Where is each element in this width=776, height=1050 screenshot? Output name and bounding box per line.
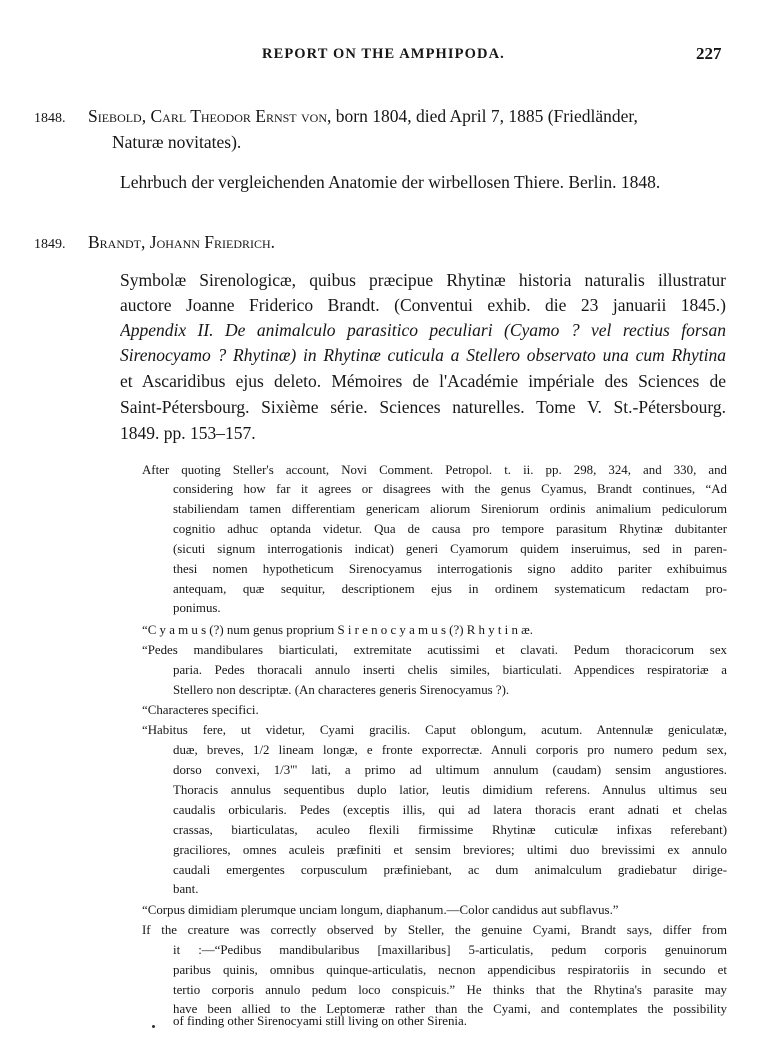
work-line: et Ascaridibus ejus deleto. Mémoires de l'Académie impériale des Sciences de — [120, 371, 726, 391]
note-line: considering how far it agrees or disagrees with the genus Cyamus, Brandt continues, “Ad — [173, 482, 727, 496]
note-line: caudali emergentes corpusculum præfiniebant, ac dum animalculum gradiebatur dirige- — [173, 863, 727, 877]
note-line: have been allied to the Leptomeræ rather than the Cyami, and contemplates the possibility — [173, 1002, 727, 1016]
note-line: thesi nomen hypotheticum Sirenocyamus interrogationis signo addito pariter exhibuimus — [173, 562, 727, 576]
entry-year: 1849. — [34, 237, 66, 252]
note-line: antequam, quæ sequitur, descriptionem ejus in ordinem systematicum redactam pro- — [173, 582, 727, 596]
note-line: caudalis orbicularis. Pedes (exceptis illis, qui ad latera thoracis erant adnati et chelas — [173, 803, 727, 817]
note-line: “Characteres specifici. — [142, 703, 259, 717]
note-line: graciliores, omnes aculeis præfiniti et sensim breviores; ultimi duo brevissimi ex annulo — [173, 843, 727, 857]
note-line: it :—“Pedibus mandibularibus [maxillaribus] 5-articulatis, pedum corporis genuinorum — [173, 943, 727, 957]
page-header — [0, 46, 776, 68]
note-line: (sicuti signum interrogationis indicat) generi Cyamorum quidem inseruimus, sed in paren- — [173, 542, 727, 556]
note-line: “Pedes mandibulares biarticulati, extremitate acutissimi et clavati. Pedum thoracicorum sex — [142, 643, 727, 657]
note-line: crassas, biarticulatas, aculeo flexili firmissime Rhytinæ cuticulæ infixas referebant) — [173, 823, 727, 837]
work-line: Appendix II. De animalculo parasitico peculiari (Cyamo ? vel rectius forsan — [120, 320, 726, 340]
note-line: bant. — [173, 882, 199, 896]
author-name: Siebold, Carl Theodor Ernst von, — [88, 106, 332, 126]
note-line: dorso convexi, 1/3''' lati, a primo ad ultimum annulum (caudam) sensim angustiores. — [173, 763, 727, 777]
running-title: REPORT ON THE AMPHIPODA. — [262, 46, 505, 62]
note-line: “Corpus dimidiam plerumque unciam longum, diaphanum.—Color candidus aut subflavus.” — [142, 903, 619, 917]
note-line: of finding other Sirenocyami still living on other Sirenia. — [173, 1014, 467, 1028]
note-line: After quoting Steller's account, Novi Comment. Petropol. t. ii. pp. 298, 324, and 330, and — [142, 463, 727, 477]
note-line: duæ, breves, 1/2 lineam longæ, e fronte exporrectæ. Annuli corporis pro numero pedum sex, — [173, 743, 727, 757]
note-line: Thoracis annulus sequentibus duplo latior, leutis dimidium referens. Annulus ultimus seu — [173, 783, 727, 797]
note-line: paria. Pedes thoracali annulo inserti chelis similes, biarticulati. Appendices respiratoriæ a — [173, 663, 727, 677]
entry-year: 1848. — [34, 111, 66, 126]
note-line: cognitio adhuc optanda videtur. Qua de causa pro tempore parasitum Rhytinæ dubitanter — [173, 522, 727, 536]
work-line: auctore Joanne Friderico Brandt. (Conventui exhib. die 23 januarii 1845.) — [120, 295, 726, 315]
note-line: “Habitus fere, ut videtur, Cyami gracilis. Caput oblongum, acutum. Antennulæ geniculatæ, — [142, 723, 727, 737]
entry-author-line — [88, 106, 638, 127]
note-line: ponimus. — [173, 601, 221, 615]
work-line: Sirenocyamo ? Rhytinæ) in Rhytinæ cuticula a Stellero observato una cum Rhytina — [120, 345, 726, 365]
work-line: 1849. pp. 153–157. — [120, 423, 256, 443]
work-line: Saint-Pétersbourg. Sixième série. Sciences naturelles. Tome V. St.-Pétersbourg. — [120, 397, 726, 417]
author-dates: born 1804, died April 7, 1885 (Friedländer, — [331, 106, 638, 126]
note-line: tertio corporis annulo pedum loco conspicuis.” He thinks that the Rhytina's parasite may — [173, 983, 727, 997]
work-line: Symbolæ Sirenologicæ, quibus præcipue Rhytinæ historia naturalis illustratur — [120, 270, 726, 290]
author-name: Brandt, Johann Friedrich. — [88, 232, 276, 252]
note-line: stabiliendam tamen differentiam genericam aliorum Sireniorum ordinis animalium pediculorum — [173, 502, 727, 516]
print-speck — [152, 1025, 155, 1028]
note-line: Stellero non descriptæ. (An characteres generis Sirenocyamus ?). — [173, 683, 510, 697]
note-line: paribus quinis, omnibus quinque-articulatis, necnon appendicibus respiratoriis in secundo et — [173, 963, 727, 977]
note-line: If the creature was correctly observed by Steller, the genuine Cyami, Brandt says, differ from — [142, 923, 727, 937]
note-line: “C y a m u s (?) num genus proprium S i r e n o c y a m u s (?) R h y t i n æ. — [142, 623, 533, 637]
work-title: Lehrbuch der vergleichenden Anatomie der wirbellosen Thiere. Berlin. 1848. — [120, 172, 661, 192]
author-source: Naturæ novitates). — [112, 132, 242, 152]
page-number: 227 — [696, 44, 722, 63]
